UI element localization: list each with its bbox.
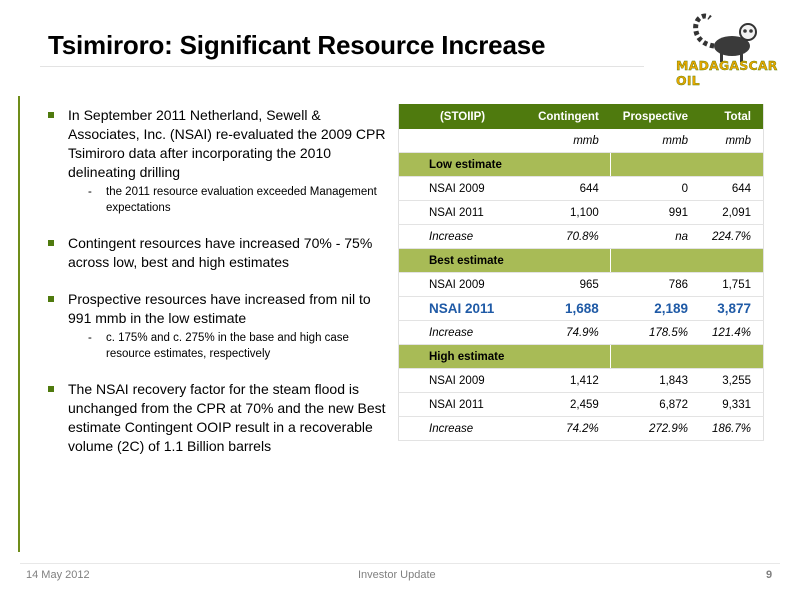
- bullet-text: The NSAI recovery factor for the steam flood is unchanged from the CPR at 70% and the new Best estimate Contingent OOIP result in a recoverable volume (2C) of 1.1 Billion barrels: [68, 381, 386, 454]
- bullet-text: Prospective resources have increased from nil to 991 mmb in the low estimate: [68, 291, 371, 326]
- bullet-item: [48, 234, 388, 272]
- bullet-item: [48, 106, 388, 216]
- header-total: Total: [700, 104, 764, 129]
- unit-cell: mmb: [611, 129, 700, 153]
- section-label: Low estimate: [399, 153, 527, 177]
- unit-cell: mmb: [700, 129, 764, 153]
- section-label: Best estimate: [399, 249, 527, 273]
- section-row-high: [399, 345, 764, 369]
- header-stoiip: (STOIIP): [399, 104, 527, 129]
- table-row: NSAI 2011 1,100 991 2,091: [399, 201, 764, 225]
- table-row-increase: Increase 74.9% 178.5% 121.4%: [399, 321, 764, 345]
- bullet-square-icon: [48, 112, 54, 118]
- bullet-square-icon: [48, 386, 54, 392]
- dash-icon: -: [88, 186, 92, 198]
- table-header-row: [399, 104, 764, 129]
- bullet-square-icon: [48, 296, 54, 302]
- header-prospective: Prospective: [611, 104, 700, 129]
- table-row: NSAI 2011 2,459 6,872 9,331: [399, 393, 764, 417]
- title-divider: [40, 66, 644, 67]
- table-row-increase: Increase 74.2% 272.9% 186.7%: [399, 417, 764, 441]
- dash-icon: -: [88, 332, 92, 344]
- table-row-highlight: NSAI 2011 1,688 2,189 3,877: [399, 297, 764, 321]
- bullet-item: [48, 290, 388, 362]
- bullet-square-icon: [48, 240, 54, 246]
- section-row-low: [399, 153, 764, 177]
- sub-bullet: [86, 184, 388, 216]
- section-label: High estimate: [399, 345, 527, 369]
- units-row: [399, 129, 764, 153]
- slide-title: Tsimiroro: Significant Resource Increase: [48, 30, 546, 60]
- unit-cell: mmb: [526, 129, 611, 153]
- footer-date: 14 May 2012: [26, 569, 90, 581]
- sub-bullet-text: c. 175% and c. 275% in the base and high case resource estimates, respectively: [106, 332, 349, 360]
- bullet-list: [48, 106, 388, 460]
- page-number: 9: [766, 569, 773, 581]
- bullet-text: Contingent resources have increased 70% - 75% across low, best and high estimates: [68, 235, 373, 270]
- table-row-increase: Increase 70.8% na 224.7%: [399, 225, 764, 249]
- section-row-best: [399, 249, 764, 273]
- table-row: NSAI 2009 1,412 1,843 3,255: [399, 369, 764, 393]
- bullet-text: In September 2011 Netherland, Sewell & Associates, Inc. (NSAI) re-evaluated the 2009 CPR Tsimiroro data after incorporating the 2010 delineating drilling: [68, 107, 386, 180]
- footer-title: Investor Update: [358, 569, 436, 581]
- table-row: NSAI 2009 965 786 1,751: [399, 273, 764, 297]
- footer-divider: [20, 563, 780, 564]
- bullet-item: [48, 380, 388, 456]
- resource-table: [398, 104, 764, 441]
- left-accent-bar: [18, 96, 20, 552]
- brand-logo-text: MADAGASCAR OIL: [676, 58, 778, 88]
- table-row: NSAI 2009 644 0 644: [399, 177, 764, 201]
- sub-bullet: [86, 330, 388, 362]
- header-contingent: Contingent: [526, 104, 611, 129]
- sub-bullet-text: the 2011 resource evaluation exceeded Management expectations: [106, 186, 377, 214]
